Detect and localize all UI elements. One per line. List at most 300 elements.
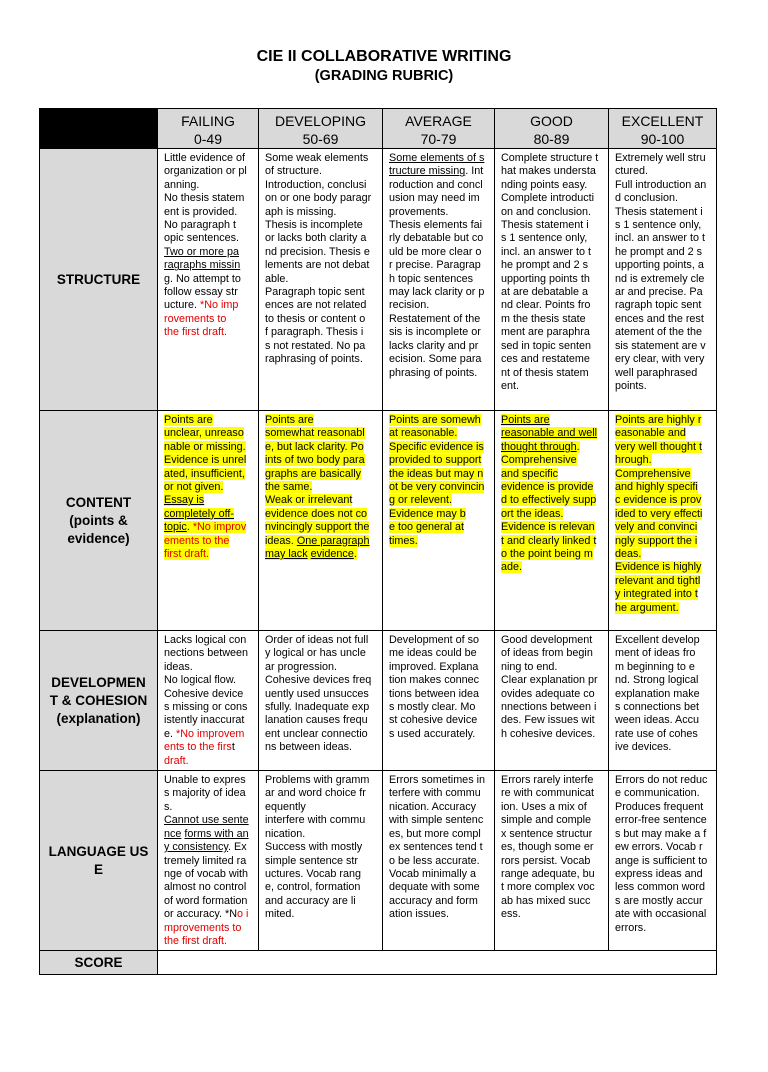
- rubric-line: e too general at: [389, 521, 465, 534]
- score-value: [158, 951, 717, 975]
- rubric-line: nnections between i: [501, 701, 597, 714]
- rubric-line: g or relevent.: [389, 494, 453, 507]
- criterion-row-structure: [40, 149, 717, 411]
- rubric-line: Good development: [501, 634, 593, 646]
- rubric-line: simple sentence str: [265, 854, 359, 867]
- rubric-line: ints of two body para: [265, 454, 365, 467]
- rubric-line: improved. Explana: [389, 660, 479, 673]
- rubric-line: ex sentences tend t: [389, 841, 483, 854]
- rubric-line: times.: [389, 534, 418, 547]
- rubric-line: Specific evidence is: [389, 440, 484, 453]
- rubric-line: Problems with gramm: [265, 774, 370, 787]
- rubric-line: Points are: [501, 414, 550, 426]
- rubric-line: Extremely well stru: [615, 152, 706, 164]
- rubric-line: he prompt and 2 s: [501, 259, 589, 272]
- rubric-line: nvincingly support the: [265, 521, 370, 534]
- rubric-line: Evidence is unrel: [164, 454, 247, 467]
- rubric-line: incl. an answer to t: [615, 232, 706, 245]
- rubric-line: Points are highly r: [615, 414, 702, 426]
- rubric-line: s not restated. No pa: [265, 339, 366, 352]
- rubric-line: st cohesive device: [389, 714, 478, 727]
- rubric-line: Full introduction an: [615, 178, 707, 191]
- rubric-cell: [158, 631, 259, 771]
- rubric-line: less common word: [615, 881, 706, 894]
- criterion-row-content: [40, 411, 717, 631]
- rubric-line: ided to very effecti: [615, 507, 703, 520]
- rubric-line: rate use of cohes: [615, 727, 698, 740]
- rubric-line: points.: [615, 379, 647, 392]
- rubric-line: ences are not related: [265, 299, 367, 312]
- rubric-line: t more complex voc: [501, 881, 595, 894]
- page-subtitle: (GRADING RUBRIC): [314, 68, 454, 84]
- rubric-cell: [383, 631, 495, 771]
- rubric-line: Thesis statement i: [615, 205, 703, 218]
- rubric-line: of ideas from begin: [501, 647, 593, 660]
- rubric-line: of structure.: [265, 165, 323, 178]
- rubric-line: Some weak elements: [265, 152, 369, 164]
- rubric-line: h topic sentences: [389, 272, 474, 285]
- rubric-line: Two or more pa: [164, 245, 240, 258]
- rubric-line: t and clearly linked t: [501, 534, 597, 547]
- rubric-line: ment of ideas fro: [615, 647, 696, 660]
- rubric-line: sis is incomplete or: [389, 326, 481, 339]
- criterion-label-content: [40, 411, 158, 631]
- rubric-line: nication.: [265, 827, 306, 840]
- rubric-line: Little evidence of: [164, 152, 246, 164]
- rubric-line: error-free sentence: [615, 814, 707, 827]
- level-range: 80-89: [533, 130, 570, 147]
- rubric-line: me ideas could be: [389, 647, 477, 660]
- criterion-label-line: evidence): [67, 530, 130, 546]
- rubric-line: reasonable and well: [501, 427, 598, 440]
- criterion-label-development: [40, 631, 158, 771]
- rubric-line: s but may make a f: [615, 827, 707, 840]
- rubric-line: ences and the rest: [615, 312, 704, 325]
- criterion-label-line: DEVELOPMEN: [51, 674, 146, 690]
- rubric-cell: [158, 771, 259, 951]
- rubric-line: s 1 sentence only,: [615, 219, 702, 232]
- level-header-excellent: [609, 109, 717, 149]
- rubric-line: hat makes understa: [501, 165, 596, 178]
- rubric-line: ation issues.: [389, 908, 450, 921]
- rubric-line: ery clear, with very: [615, 353, 705, 366]
- rubric-line: upporting points, a: [615, 259, 704, 272]
- rubric-cell: [158, 149, 259, 411]
- rubric-line: tructure missing. Int: [389, 165, 484, 178]
- rubric-line: Cannot use sente: [164, 814, 249, 827]
- rubric-line: Points are: [265, 414, 314, 426]
- rubric-line: ragraph topic sent: [615, 299, 702, 312]
- rubric-line: Errors do not reduc: [615, 774, 708, 787]
- rubric-line: ive devices.: [615, 741, 672, 754]
- rubric-line: somewhat reasonabl: [265, 427, 365, 440]
- rubric-table: [39, 108, 717, 975]
- criterion-label-structure: [40, 149, 158, 411]
- level-name: FAILING: [181, 112, 235, 129]
- rubric-line: aph is missing.: [265, 205, 337, 218]
- rubric-line: at are debatable a: [501, 286, 589, 299]
- level-header-developing: [259, 109, 383, 149]
- rubric-line: ecision. Some para: [389, 353, 482, 366]
- rubric-line: simple and comple: [501, 814, 592, 827]
- rubric-line: able.: [265, 272, 289, 285]
- rubric-line: anning.: [164, 178, 200, 191]
- rubric-line: lanation causes frequ: [265, 714, 368, 727]
- rubric-line: thought through.: [501, 440, 580, 453]
- rubric-line: nd clear. Points fro: [501, 299, 591, 312]
- rubric-line: s mostly clear. Mo: [389, 701, 476, 714]
- rubric-line: d conclusion.: [615, 192, 679, 205]
- rubric-line: Excellent develop: [615, 634, 700, 646]
- rubric-line: Cohesive device: [164, 687, 244, 700]
- rubric-cell: [495, 149, 609, 411]
- rubric-line: or not given.: [164, 481, 224, 494]
- rubric-line: rovements to: [164, 312, 227, 325]
- rubric-line: raphrasing of points.: [265, 353, 363, 366]
- score-row: [40, 951, 717, 975]
- rubric-line: ion. Uses a mix of: [501, 800, 587, 813]
- rubric-line: des. Few issues wit: [501, 714, 595, 727]
- rubric-line: Complete structure t: [501, 152, 599, 164]
- rubric-line: Vocab minimally a: [389, 867, 477, 880]
- rubric-line: s 1 sentence only,: [501, 232, 588, 245]
- rubric-cell: [259, 771, 383, 951]
- criterion-label-line: LANGUAGE US: [48, 843, 149, 859]
- rubric-line: Thesis statement i: [501, 219, 589, 232]
- rubric-line: nt of thesis statem: [501, 366, 589, 379]
- rubric-line: ents to the first: [164, 741, 235, 754]
- rubric-line: s connections bet: [615, 701, 700, 714]
- rubric-line: mited.: [265, 908, 295, 921]
- rubric-line: m beginning to e: [615, 660, 695, 673]
- rubric-line: vely and convinci: [615, 521, 698, 534]
- rubric-line: ent is provided.: [164, 205, 238, 218]
- rubric-line: Evidence may b: [389, 507, 466, 520]
- rubric-line: ot be very convincin: [389, 481, 485, 494]
- rubric-line: draft.: [164, 754, 189, 767]
- rubric-line: graphs are basically: [265, 467, 362, 480]
- criterion-label-line: (explanation): [56, 710, 141, 726]
- rubric-line: with simple sentenc: [389, 814, 484, 827]
- rubric-cell: [259, 411, 383, 631]
- rubric-line: ucture. *No imp: [164, 299, 239, 312]
- rubric-line: at reasonable.: [389, 427, 458, 440]
- rubric-cell: [259, 149, 383, 411]
- rubric-line: Produces frequent: [615, 800, 704, 813]
- rubric-line: relevant and tightl: [615, 574, 701, 587]
- rubric-line: Clear explanation pr: [501, 674, 598, 687]
- header-row: [40, 109, 717, 149]
- rubric-line: c evidence is prov: [615, 494, 702, 507]
- rubric-line: ar and precise. Pa: [615, 286, 703, 299]
- rubric-line: mprovements to: [164, 921, 242, 934]
- rubric-line: accuracy and form: [389, 894, 478, 907]
- rubric-line: topic. *No improv: [164, 521, 247, 534]
- rubric-line: ent.: [501, 379, 520, 392]
- rubric-line: usion may need im: [389, 192, 480, 205]
- score-label: SCORE: [40, 951, 158, 975]
- rubric-line: explanation make: [615, 687, 700, 700]
- rubric-line: s.: [164, 800, 173, 813]
- rubric-line: Errors sometimes in: [389, 774, 485, 787]
- rubric-line: ar progression.: [265, 660, 338, 673]
- page-title: CIE II COLLABORATIVE WRITING: [256, 48, 512, 65]
- rubric-line: y consistency. Ex: [164, 841, 247, 854]
- rubric-line: the same.: [265, 481, 313, 494]
- rubric-line: uctures. Vocab rang: [265, 867, 362, 880]
- rubric-line: e, but lack clarity. Po: [265, 440, 364, 453]
- criterion-label-line: T & COHESION: [49, 692, 148, 708]
- rubric-line: Success with mostly: [265, 841, 363, 854]
- rubric-line: on or one body paragr: [265, 192, 372, 205]
- rubric-line: es, though some er: [501, 841, 594, 854]
- criterion-label-line: (points &: [69, 512, 128, 528]
- level-range: 90-100: [640, 130, 685, 147]
- rubric-line: es, but more compl: [389, 827, 481, 840]
- rubric-line: nication. Accuracy: [389, 800, 477, 813]
- rubric-line: terfere with commu: [389, 787, 481, 800]
- rubric-line: ment are paraphra: [501, 326, 590, 339]
- rubric-line: he argument.: [615, 601, 679, 614]
- rubric-line: ent unclear connectio: [265, 727, 368, 740]
- rubric-line: ate with occasional: [615, 908, 707, 921]
- rubric-line: o the point being m: [501, 548, 593, 561]
- rubric-line: recision.: [389, 299, 430, 312]
- rubric-line: rly debatable but co: [389, 232, 484, 245]
- rubric-line: ning to end.: [501, 660, 558, 673]
- rubric-line: h cohesive devices.: [501, 727, 596, 740]
- rubric-line: evidence is provide: [501, 481, 594, 494]
- rubric-line: rors persist. Vocab: [501, 854, 591, 867]
- rubric-line: nable or missing.: [164, 440, 246, 453]
- rubric-line: ew errors. Vocab r: [615, 841, 703, 854]
- rubric-cell: [609, 771, 717, 951]
- criterion-label-line: STRUCTURE: [56, 271, 141, 287]
- criterion-label-line: CONTENT: [65, 494, 132, 510]
- rubric-line: first draft.: [164, 548, 209, 561]
- rubric-line: ovides adequate co: [501, 687, 595, 700]
- rubric-line: the first draft.: [164, 934, 228, 947]
- rubric-line: ated, insufficient,: [164, 467, 245, 480]
- rubric-line: phrasing of points.: [389, 366, 478, 379]
- rubric-line: ween ideas. Accu: [615, 714, 700, 727]
- level-name: AVERAGE: [405, 112, 472, 129]
- corner-cell: [40, 109, 158, 149]
- rubric-line: may lack clarity or p: [389, 286, 485, 299]
- rubric-line: tions between idea: [389, 687, 480, 700]
- rubric-cell: [259, 631, 383, 771]
- rubric-line: g. No attempt to: [164, 272, 241, 285]
- rubric-line: Thesis elements fai: [389, 219, 483, 232]
- rubric-line: Comprehensive: [615, 467, 691, 480]
- rubric-line: nections between: [164, 647, 249, 660]
- rubric-line: Restatement of the: [389, 312, 481, 325]
- rubric-cell: [383, 411, 495, 631]
- rubric-line: Weak or irrelevant: [265, 494, 353, 507]
- rubric-line: Some elements of s: [389, 152, 485, 164]
- level-name: DEVELOPING: [274, 112, 367, 129]
- rubric-line: No logical flow.: [164, 674, 237, 687]
- rubric-line: Evidence is highly: [615, 561, 702, 574]
- rubric-line: r precise. Paragrap: [389, 259, 481, 272]
- rubric-line: incl. an answer to t: [501, 245, 592, 258]
- rubric-line: Thesis is incomplete: [265, 219, 363, 232]
- rubric-line: ab has mixed succ: [501, 894, 591, 907]
- rubric-line: sed in topic senten: [501, 339, 592, 352]
- rubric-line: upporting points th: [501, 272, 590, 285]
- rubric-line: completely off-: [164, 507, 235, 520]
- rubric-line: errors.: [615, 921, 647, 934]
- rubric-line: ideas.: [164, 660, 193, 673]
- rubric-cell: [609, 411, 717, 631]
- rubric-line: No paragraph t: [164, 219, 237, 232]
- rubric-line: Introduction, conclusi: [265, 178, 367, 191]
- rubric-line: sis statement are v: [615, 339, 706, 352]
- rubric-line: d to effectively supp: [501, 494, 597, 507]
- rubric-line: of word formation: [164, 894, 248, 907]
- rubric-line: Order of ideas not full: [265, 634, 369, 646]
- rubric-line: Unable to expres: [164, 774, 246, 787]
- rubric-line: Complete introducti: [501, 192, 595, 205]
- rubric-line: s used accurately.: [389, 727, 476, 740]
- rubric-line: uently used unsucces: [265, 687, 369, 700]
- rubric-line: ar and word choice fr: [265, 787, 366, 800]
- rubric-line: and specific: [501, 467, 559, 480]
- rubric-line: Development of so: [389, 634, 480, 646]
- rubric-cell: [158, 411, 259, 631]
- rubric-line: roduction and concl: [389, 178, 483, 191]
- rubric-line: and accuracy are li: [265, 894, 356, 907]
- rubric-line: nd precision. Thesis e: [265, 245, 370, 258]
- rubric-line: provements.: [389, 205, 449, 218]
- rubric-line: lacks clarity and pr: [389, 339, 479, 352]
- rubric-line: opic sentences.: [164, 232, 240, 245]
- rubric-line: Cohesive devices freq: [265, 674, 372, 687]
- rubric-line: deas.: [615, 548, 642, 561]
- rubric-line: y integrated into t: [615, 588, 698, 601]
- rubric-line: provided to support: [389, 454, 482, 467]
- rubric-line: express ideas and: [615, 867, 703, 880]
- rubric-line: on and conclusion.: [501, 205, 592, 218]
- rubric-line: s majority of idea: [164, 787, 246, 800]
- rubric-line: the first draft.: [164, 326, 228, 339]
- level-header-average: [383, 109, 495, 149]
- rubric-line: uld be more clear o: [389, 245, 482, 258]
- rubric-line: ements to the: [164, 534, 230, 547]
- rubric-line: e. *No improvem: [164, 727, 245, 740]
- rubric-line: ess.: [501, 908, 521, 921]
- rubric-line: ces and restateme: [501, 353, 590, 366]
- rubric-line: or lacks both clarity a: [265, 232, 367, 245]
- rubric-line: sfully. Inadequate exp: [265, 701, 370, 714]
- rubric-cell: [609, 631, 717, 771]
- rubric-line: atement of the the: [615, 326, 703, 339]
- rubric-line: unclear, unreaso: [164, 427, 244, 440]
- level-range: 70-79: [420, 130, 457, 147]
- rubric-line: Points are somewh: [389, 414, 481, 426]
- rubric-line: x sentence structur: [501, 827, 593, 840]
- rubric-line: well paraphrased: [615, 366, 698, 379]
- rubric-line: Lacks logical con: [164, 634, 247, 646]
- rubric-line: interfere with commu: [265, 814, 366, 827]
- rubric-line: No thesis statem: [164, 192, 245, 205]
- rubric-line: m the thesis state: [501, 312, 586, 325]
- rubric-line: Errors rarely interfe: [501, 774, 594, 787]
- rubric-line: y logical or has uncle: [265, 647, 366, 660]
- rubric-line: very well thought t: [615, 440, 703, 453]
- rubric-line: ange is sufficient to: [615, 854, 708, 867]
- rubric-line: nd is extremely cle: [615, 272, 705, 285]
- level-range: 0-49: [193, 130, 223, 147]
- rubric-line: he prompt and 2 s: [615, 245, 703, 258]
- rubric-line: s missing or cons: [164, 701, 248, 714]
- level-header-failing: [158, 109, 259, 149]
- level-header-good: [495, 109, 609, 149]
- rubric-line: Paragraph topic sent: [265, 286, 365, 299]
- level-name: EXCELLENT: [621, 112, 704, 129]
- rubric-line: Comprehensive: [501, 454, 577, 467]
- rubric-line: follow essay str: [164, 286, 238, 299]
- level-name: GOOD: [530, 112, 573, 129]
- rubric-line: the ideas but may n: [389, 467, 484, 480]
- rubric-cell: [495, 771, 609, 951]
- level-range: 50-69: [302, 130, 339, 147]
- criterion-label-language: [40, 771, 158, 951]
- criterion-row-development: [40, 631, 717, 771]
- rubric-line: easonable and: [615, 427, 686, 440]
- rubric-line: Points are: [164, 414, 213, 426]
- rubric-line: nding points easy.: [501, 178, 588, 191]
- rubric-line: tion makes connec: [389, 674, 480, 687]
- rubric-cell: [495, 631, 609, 771]
- rubric-line: or accuracy. *No i: [164, 908, 249, 921]
- rubric-line: nge of vocab with: [164, 867, 249, 880]
- rubric-line: o be less accurate.: [389, 854, 480, 867]
- rubric-line: ngly support the i: [615, 534, 698, 547]
- rubric-line: ort the ideas.: [501, 507, 564, 520]
- rubric-line: almost no control: [164, 881, 247, 894]
- rubric-line: s are mostly accur: [615, 894, 703, 907]
- rubric-line: and highly specifi: [615, 481, 698, 494]
- rubric-line: tremely limited ra: [164, 854, 247, 867]
- criterion-row-language: [40, 771, 717, 951]
- rubric-line: ns between ideas.: [265, 741, 353, 754]
- rubric-line: f paragraph. Thesis i: [265, 326, 364, 339]
- rubric-line: hrough.: [615, 454, 652, 467]
- rubric-line: range adequate, bu: [501, 867, 595, 880]
- rubric-line: ade.: [501, 561, 523, 574]
- rubric-line: dequate with some: [389, 881, 480, 894]
- rubric-line: organization or pl: [164, 165, 247, 178]
- rubric-line: lements are not debat: [265, 259, 370, 272]
- rubric-line: ragraphs missin: [164, 259, 241, 272]
- rubric-line: Essay is: [164, 494, 205, 507]
- rubric-line: Evidence is relevan: [501, 521, 595, 534]
- rubric-line: ctured.: [615, 165, 649, 178]
- rubric-line: istently inaccurat: [164, 714, 245, 727]
- rubric-line: evidence does not co: [265, 507, 368, 520]
- rubric-line: equently: [265, 800, 306, 813]
- rubric-line: re with communicat: [501, 787, 595, 800]
- rubric-line: ideas. One paragraph: [265, 534, 370, 547]
- rubric-line: nd. Strong logical: [615, 674, 699, 687]
- rubric-cell: [383, 771, 495, 951]
- rubric-line: e, control, formation: [265, 881, 361, 894]
- rubric-line: to thesis or content o: [265, 312, 366, 325]
- rubric-cell: [495, 411, 609, 631]
- rubric-line: may lack evidence.: [265, 548, 357, 561]
- rubric-line: nce forms with an: [164, 827, 249, 840]
